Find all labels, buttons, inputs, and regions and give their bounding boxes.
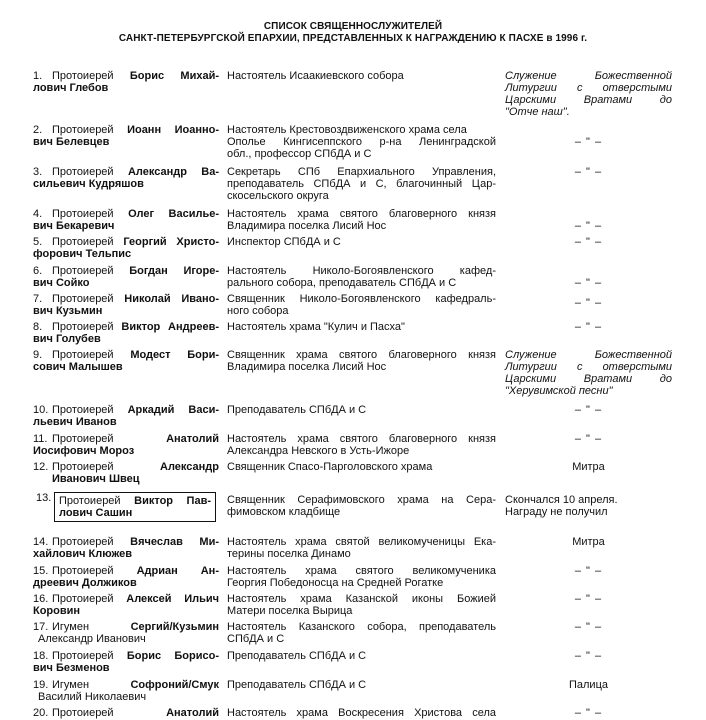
clergy-name: 18. Протоиерей Борис Борисо- вич Безменов [33,650,219,674]
clergy-name: 16. Протоиерей Алексей Ильич Коровин [33,593,220,617]
position: Преподаватель СПбДА и С [227,650,367,662]
award: – " – [574,404,603,416]
clergy-name: 15. Протоиерей Адриан Ан- дреевич Должиков [33,565,219,589]
position: Настоятель храма святого великомученика Георгия Победоносца на Средней Рогатке [227,565,496,589]
position: Настоятель Казанского собора, преподаватель СПбДА и С [227,621,496,645]
award: Митра [572,461,605,473]
clergy-name: 4. Протоиерей Олег Василье- вич Бекаревич [33,208,219,232]
position: Настоятель Исаакиевского собора [227,70,404,82]
position: Настоятель храма Воскресения Христова села [227,707,496,719]
document-subtitle: САНКТ-ПЕТЕРБУРГСКОЙ ЕПАРХИИ, ПРЕДСТАВЛЕННЫХ К НАГРАЖДЕНИЮ К ПАСХЕ в 1996 г. [118,33,588,44]
clergy-name: 10. Протоиерей Аркадий Васи- льевич Иванов [33,404,219,428]
award: Служение Божественной Литургии с отверстыми Царскими Вратами до "Отче наш". [505,70,672,118]
award: – " – [574,166,603,178]
award: – " – [574,136,603,148]
position: Преподаватель СПбДА и С [227,404,367,416]
clergy-name: 14. Протоиерей Вячеслав Ми- хайлович Клюжев [33,536,219,560]
name-box: Протоиерей Виктор Пав- лович Сашин [54,492,216,522]
award: – " – [574,277,603,289]
position: Настоятель Крестовоздвиженского храма села Ополье Кингисеппского р-на Ленинградской обл., профессор СПбДА и С [227,124,496,160]
position: Настоятель Николо-Богоявленского кафед- рального собора, преподаватель СПбДА и С [227,265,496,289]
position: Священник Серафимовского храма на Сера- фимовском кладбище [227,494,496,518]
position: Настоятель храма Казанской иконы Божией Матери поселка Вырица [227,593,496,617]
award: Митра [572,536,605,548]
position: Священник Спасо-Парголовского храма [227,461,433,473]
award: – " – [574,321,603,333]
clergy-name: 6. Протоиерей Богдан Игоре- вич Сойко [33,265,220,289]
document-title: СПИСОК СВЯЩЕННОСЛУЖИТЕЛЕЙ [263,21,443,32]
position: Священник Николо-Богоявленского кафедраль- ного собора [227,293,496,317]
clergy-name: 13. Протоиерей Виктор Пав- лович Сашин [36,492,222,522]
position: Преподаватель СПбДА и С [227,679,367,691]
award: Скончался 10 апреля. Награду не получил [505,494,618,518]
award: – " – [574,220,603,232]
clergy-name: 3. Протоиерей Александр Ва- сильевич Кудряшов [33,166,219,190]
award: – " – [574,565,603,577]
clergy-name: 2. Протоиерей Иоанн Иоанно- вич Белевцев [33,124,219,148]
award: – " – [574,297,603,309]
position: Настоятель храма "Кулич и Пасха" [227,321,405,333]
award: – " – [574,707,603,719]
position: Инспектор СПбДА и С [227,236,341,248]
award: Палица [568,679,608,691]
clergy-name: 8. Протоиерей Виктор Андреев- вич Голубев [33,321,219,345]
position: Настоятель храма святой великомученицы Ека- терины поселка Динамо [227,536,496,560]
clergy-name: 5. Протоиерей Георгий Христо- форович Тельпис [33,236,219,260]
clergy-name: 20. Протоиерей Анатолий [33,707,219,719]
clergy-name: 12. Протоиерей Александр Иванович Швец [33,461,219,485]
award: – " – [574,433,603,445]
clergy-name: 7. Протоиерей Николай Ивано- вич Кузьмин [33,293,219,317]
position: Настоятель храма святого благоверного князя Александра Невского в Усть-Ижоре [227,433,496,457]
position: Священник храма святого благоверного князя Владимира поселка Лисий Нос [227,349,496,373]
award: Служение Божественной Литургии с отверстыми Царскими Вратами до "Херувимской песни" [505,349,672,397]
clergy-name: 17. Игумен Сергий/Кузьмин Александр Иванович [33,621,219,645]
position: Настоятель храма святого благоверного князя Владимира поселка Лисий Нос [227,208,496,232]
clergy-name: 19. Игумен Софроний/Смук Василий Николаевич [33,679,219,703]
clergy-name: 11. Протоиерей Анатолий Иосифович Мороз [33,433,219,457]
position: Секретарь СПб Епархиального Управления, преподаватель СПбДА и С, благочинный Цар- скосельского округа [227,166,496,202]
award: – " – [574,621,603,633]
clergy-name: 9. Протоиерей Модест Бори- сович Малышев [33,349,219,373]
clergy-name: 1. Протоиерей Борис Михай- лович Глебов [33,70,219,94]
award: – " – [574,236,603,248]
award: – " – [574,650,603,662]
award: – " – [574,593,603,605]
